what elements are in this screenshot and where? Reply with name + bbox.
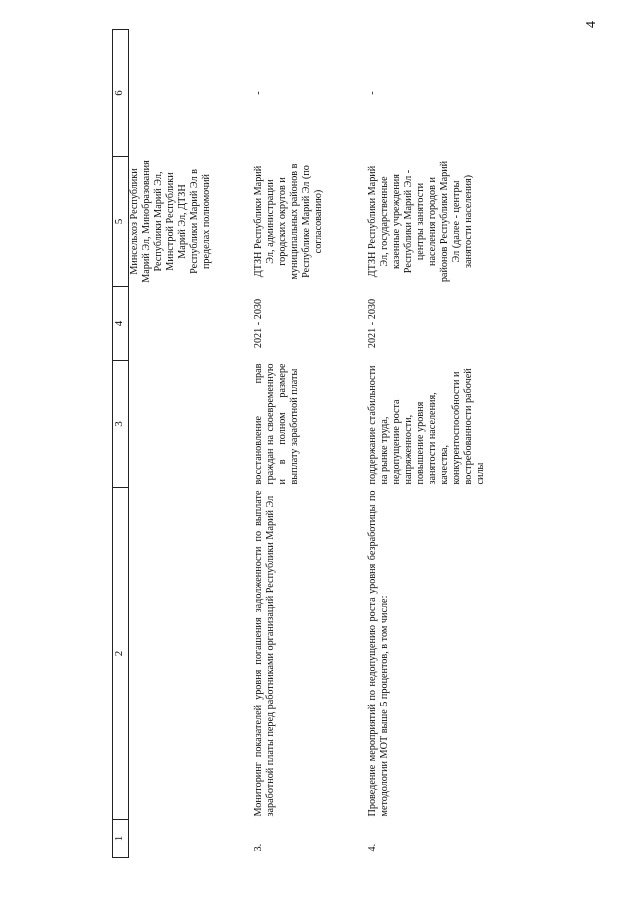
measures-table [112,29,487,858]
executor-cell: ДТЗН Республики Марий Эл, государственные казенные учреждения Республики Марий Эл - центры занятости населения городов и районов Республики Марий Эл (далее - центры занятости населения) [367,160,475,283]
result-cell: поддержание стабильности на рынке труда, недопущение роста напряженности, повышение уровня занятости населения, качества, конкурентоспособности и востребованности рабочей силы [367,365,487,485]
table-row [361,30,487,858]
measure-cell: Мониторинг показателей уровня погашения задолженности по выплате заработной платы перед работниками организаций Республики Марий Эл [253,490,277,817]
executor-cell: Минсельхоз Республики Марий Эл, Минобразования Республики Марий Эл, Минстрой Республики Марий Эл, ДТЗН Республики Марий Эл в пределах полномочий [129,160,213,283]
col6-cell [129,30,248,157]
col6-cell: - [367,91,378,95]
page-number: 4 [584,21,599,28]
measure-cell: Проведение мероприятий по недопущению роста уровня безработицы по методологии МОТ выше 5 процентов, в том числе: [367,490,391,817]
table-row [129,30,248,858]
rotated-page-content [112,72,502,858]
row-number [129,820,248,858]
header-col-1: 1 [113,820,129,858]
col6-cell: - [253,91,264,95]
period-cell: 2021 - 2030 [253,298,264,349]
period-cell: 2021 - 2030 [367,298,378,349]
header-col-2: 2 [113,488,129,820]
table-header-row [113,30,129,858]
measure-cell [129,488,248,820]
header-col-3: 3 [113,361,129,488]
row-number: 4. [367,843,378,852]
header-col-5: 5 [113,157,129,287]
executor-cell: ДТЗН Республики Марий Эл, администрации городских округов и муниципальных районов в Республике Марий Эл (по согласованию) [253,163,325,280]
result-cell [129,361,248,488]
table-row [247,30,361,858]
header-col-4: 4 [113,287,129,361]
row-number: 3. [253,843,264,852]
period-cell [129,287,248,361]
header-col-6: 6 [113,30,129,157]
result-cell: восстановление прав граждан на своевременную и в полном размере выплату заработной платы [253,363,301,485]
